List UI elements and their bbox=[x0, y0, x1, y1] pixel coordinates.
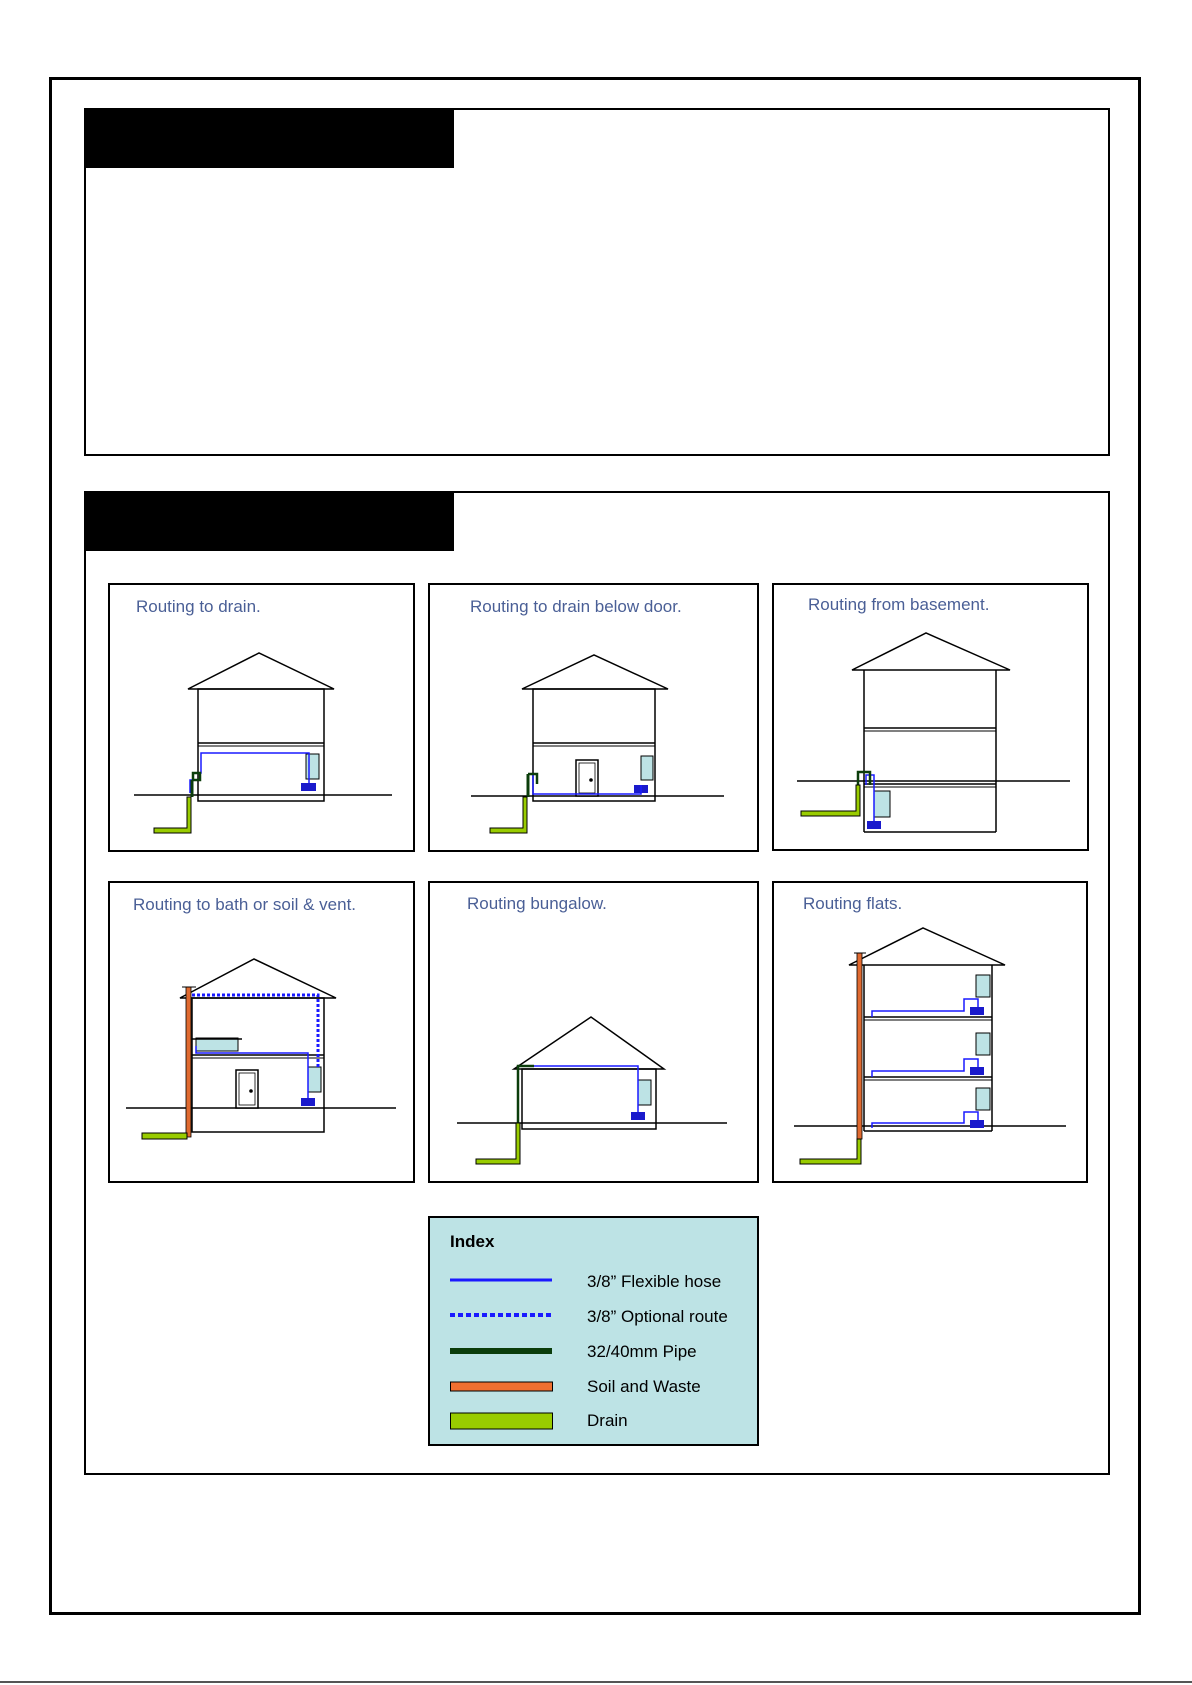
legend-label: 3/8” Flexible hose bbox=[587, 1272, 722, 1291]
info-section-header bbox=[86, 110, 454, 168]
flexible-hose-swatch bbox=[450, 1268, 554, 1298]
routing-section-header bbox=[86, 493, 454, 551]
panel-routing-below-door bbox=[428, 583, 759, 852]
panel-title: Routing to bath or soil & vent. bbox=[133, 895, 357, 914]
legend-label: Soil and Waste bbox=[587, 1377, 701, 1396]
legend-label: 3/8” Optional route bbox=[587, 1307, 728, 1326]
legend-item-soil-waste bbox=[430, 1373, 757, 1403]
pipe-swatch bbox=[450, 1338, 554, 1368]
routing-from-basement-diagram bbox=[774, 585, 1091, 853]
panel-routing-to-bath bbox=[108, 881, 415, 1183]
legend-item-drain bbox=[430, 1407, 757, 1437]
legend-title: Index bbox=[450, 1232, 495, 1251]
legend-item-optional-route bbox=[430, 1303, 757, 1333]
panel-title: Routing bungalow. bbox=[467, 894, 607, 913]
panel-routing-from-basement bbox=[772, 583, 1089, 851]
panel-title: Routing flats. bbox=[803, 894, 903, 913]
routing-to-drain-diagram bbox=[110, 585, 417, 854]
info-section bbox=[84, 108, 1110, 456]
panel-title: Routing to drain below door. bbox=[470, 597, 682, 616]
routing-bungalow-diagram bbox=[430, 883, 761, 1185]
legend bbox=[428, 1216, 759, 1446]
routing-below-door-diagram bbox=[430, 585, 761, 854]
optional-route-swatch bbox=[450, 1303, 554, 1333]
legend-label: Drain bbox=[587, 1411, 628, 1430]
legend-item-pipe bbox=[430, 1338, 757, 1368]
routing-to-bath-diagram bbox=[110, 883, 417, 1185]
panel-title: Routing to drain. bbox=[136, 597, 261, 616]
soil-waste-swatch bbox=[450, 1373, 554, 1403]
legend-item-flexible-hose bbox=[430, 1268, 757, 1298]
panel-routing-to-drain bbox=[108, 583, 415, 852]
drain-swatch bbox=[450, 1407, 554, 1437]
bottom-rule bbox=[0, 1681, 1192, 1683]
panel-routing-flats bbox=[772, 881, 1088, 1183]
legend-label: 32/40mm Pipe bbox=[587, 1342, 697, 1361]
panel-title: Routing from basement. bbox=[808, 595, 990, 614]
panel-routing-bungalow bbox=[428, 881, 759, 1183]
routing-flats-diagram bbox=[774, 883, 1090, 1185]
